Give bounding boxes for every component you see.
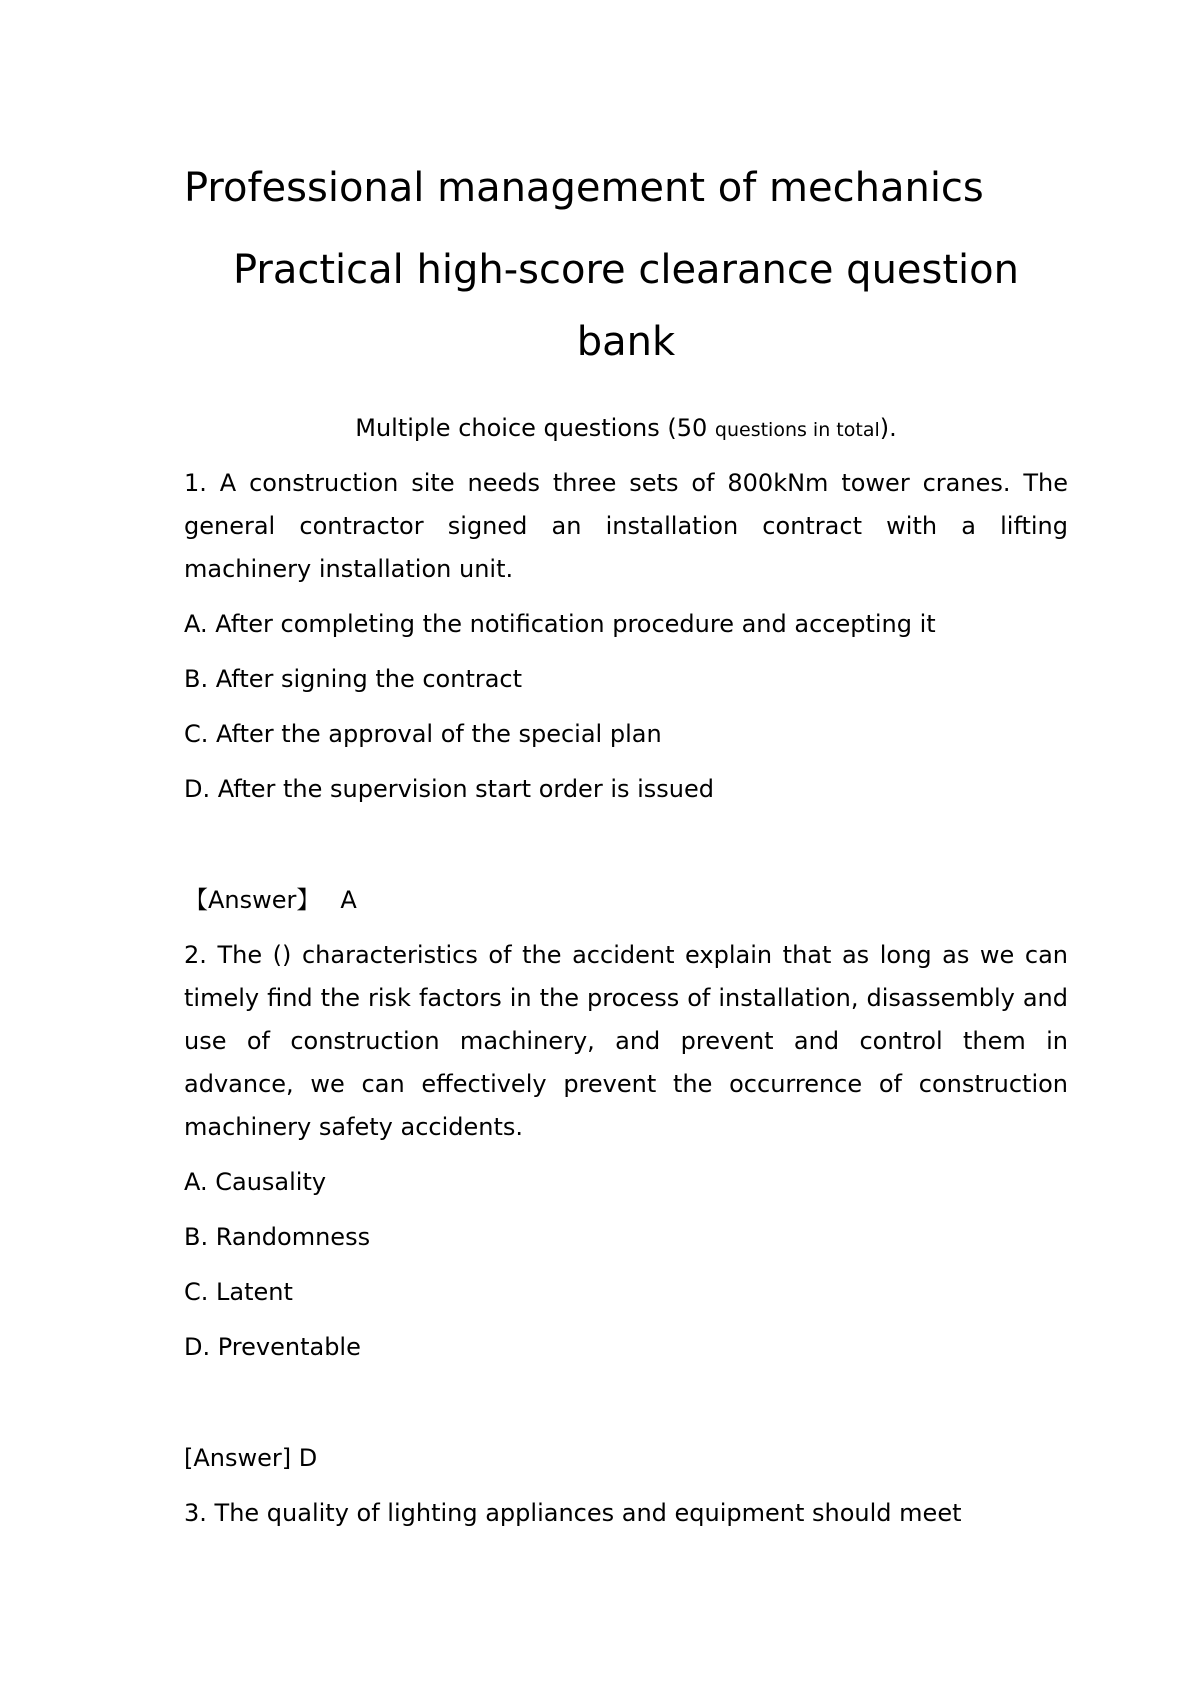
question-1-option-d: D. After the supervision start order is issued <box>184 775 715 803</box>
section-heading-suffix: ). <box>879 414 897 442</box>
section-heading <box>184 408 1068 450</box>
question-1-answer <box>184 879 1068 922</box>
document-body <box>184 160 1068 1547</box>
question-1-option-b: B. After signing the contract <box>184 665 523 693</box>
document-title-line1: Professional management of mechanics <box>184 165 984 211</box>
question-1-option-a: A. After completing the notification procedure and accepting it <box>184 610 936 638</box>
question-2-option-d: D. Preventable <box>184 1333 361 1361</box>
question-2-option-b: B. Randomness <box>184 1223 371 1251</box>
question-1-answer-label: 【Answer】 <box>184 886 321 914</box>
spacer <box>184 823 1068 879</box>
question-1-option-c: C. After the approval of the special plan <box>184 720 662 748</box>
question-2-text: 2. The () characteristics of the accident explain that as long as we can timely find the risk factors in the process of installation, disassembly and use of construction machinery, and prevent and control them in advance, we can effectively prevent the occurrence of construction machinery safety accidents. <box>184 941 1068 1141</box>
question-3-text: 3. The quality of lighting appliances and equipment should meet <box>184 1499 962 1527</box>
spacer <box>184 1381 1068 1437</box>
section-heading-small: questions in total <box>714 419 880 441</box>
question-1-answer-value: A <box>340 886 357 914</box>
question-2-option-a: A. Causality <box>184 1168 327 1196</box>
question-2-option-c: C. Latent <box>184 1278 293 1306</box>
section-heading-prefix: Multiple choice questions (50 <box>355 414 715 442</box>
question-2-answer: [Answer] D <box>184 1444 318 1472</box>
question-1-text: 1. A construction site needs three sets of 800kNm tower cranes. The general contractor signed an installation contract with a lifting machinery installation unit. <box>184 469 1068 583</box>
document-title-line2: Practical high-score clearance question bank <box>233 247 1019 365</box>
